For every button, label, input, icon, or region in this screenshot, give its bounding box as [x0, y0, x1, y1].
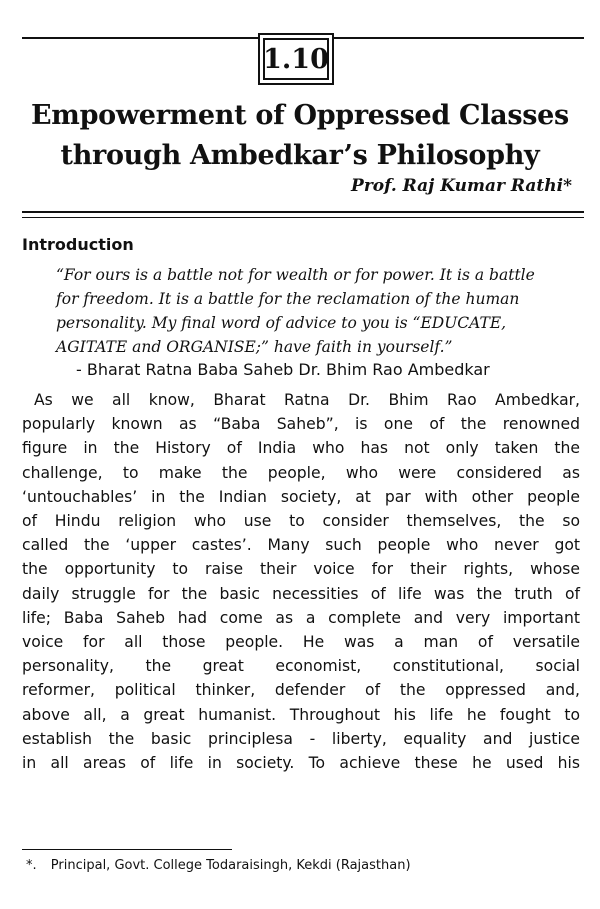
- body-line: As we all know, Bharat Ratna Dr. Bhim Rao Ambedkar,: [34, 391, 580, 409]
- body-line: popularly known as “Baba Saheb”, is one of the renowned: [22, 415, 580, 434]
- footnote-rule: [22, 849, 232, 850]
- body-line: life; Baba Saheb had come as a complete and very important: [22, 608, 580, 627]
- body-line: figure in the History of India who has not only taken the: [22, 439, 580, 458]
- body-line: above all, a great humanist. Throughout his life he fought to: [22, 705, 580, 724]
- footnote-mark: *.: [26, 858, 37, 873]
- body-line: called the ‘upper castes’. Many such people who never got: [22, 536, 580, 555]
- quote-line: personality. My final word of advice to you is “EDUCATE,: [56, 314, 507, 332]
- body-line: in all areas of life in society. To achieve these he used his: [22, 754, 580, 773]
- body-line: of Hindu religion who use to consider themselves, the so: [22, 512, 580, 531]
- title-line: Empowerment of Oppressed Classes: [31, 100, 569, 131]
- quote-line: AGITATE and ORGANISE;” have faith in yourself.”: [56, 338, 453, 356]
- title-divider-thin: [22, 217, 584, 218]
- quote-line: for freedom. It is a battle for the reclamation of the human: [56, 290, 520, 308]
- epigraph-quote: [56, 263, 588, 359]
- chapter-number: 1.10: [263, 38, 329, 80]
- body-line: challenge, to make the people, who were considered as: [22, 463, 580, 482]
- section-heading: Introduction: [22, 235, 134, 254]
- author-name: Prof. Raj Kumar Rathi*: [351, 176, 572, 196]
- quote-line: “For ours is a battle not for wealth or for power. It is a battle: [56, 266, 535, 284]
- body-line: ‘untouchables’ in the Indian society, at par with other people: [22, 487, 580, 506]
- chapter-number-box: [258, 33, 334, 85]
- quote-attribution: - Bharat Ratna Baba Saheb Dr. Bhim Rao Ambedkar: [76, 360, 490, 379]
- body-line: personality, the great economist, constitutional, social: [22, 657, 580, 676]
- body-line: establish the basic principlesa - liberty, equality and justice: [22, 729, 580, 748]
- body-paragraph: [22, 388, 580, 775]
- body-line: reformer, political thinker, defender of the oppressed and,: [22, 681, 580, 700]
- title-divider-thick: [22, 211, 584, 213]
- footnote: [26, 858, 411, 873]
- page-title: [20, 96, 580, 176]
- title-line: through Ambedkar’s Philosophy: [60, 140, 540, 171]
- body-line: the opportunity to raise their voice for their rights, whose: [22, 560, 580, 579]
- body-line: voice for all those people. He was a man of versatile: [22, 633, 580, 652]
- footnote-text: Principal, Govt. College Todaraisingh, Kekdi (Rajasthan): [50, 858, 411, 873]
- body-line: daily struggle for the basic necessities of life was the truth of: [22, 584, 580, 603]
